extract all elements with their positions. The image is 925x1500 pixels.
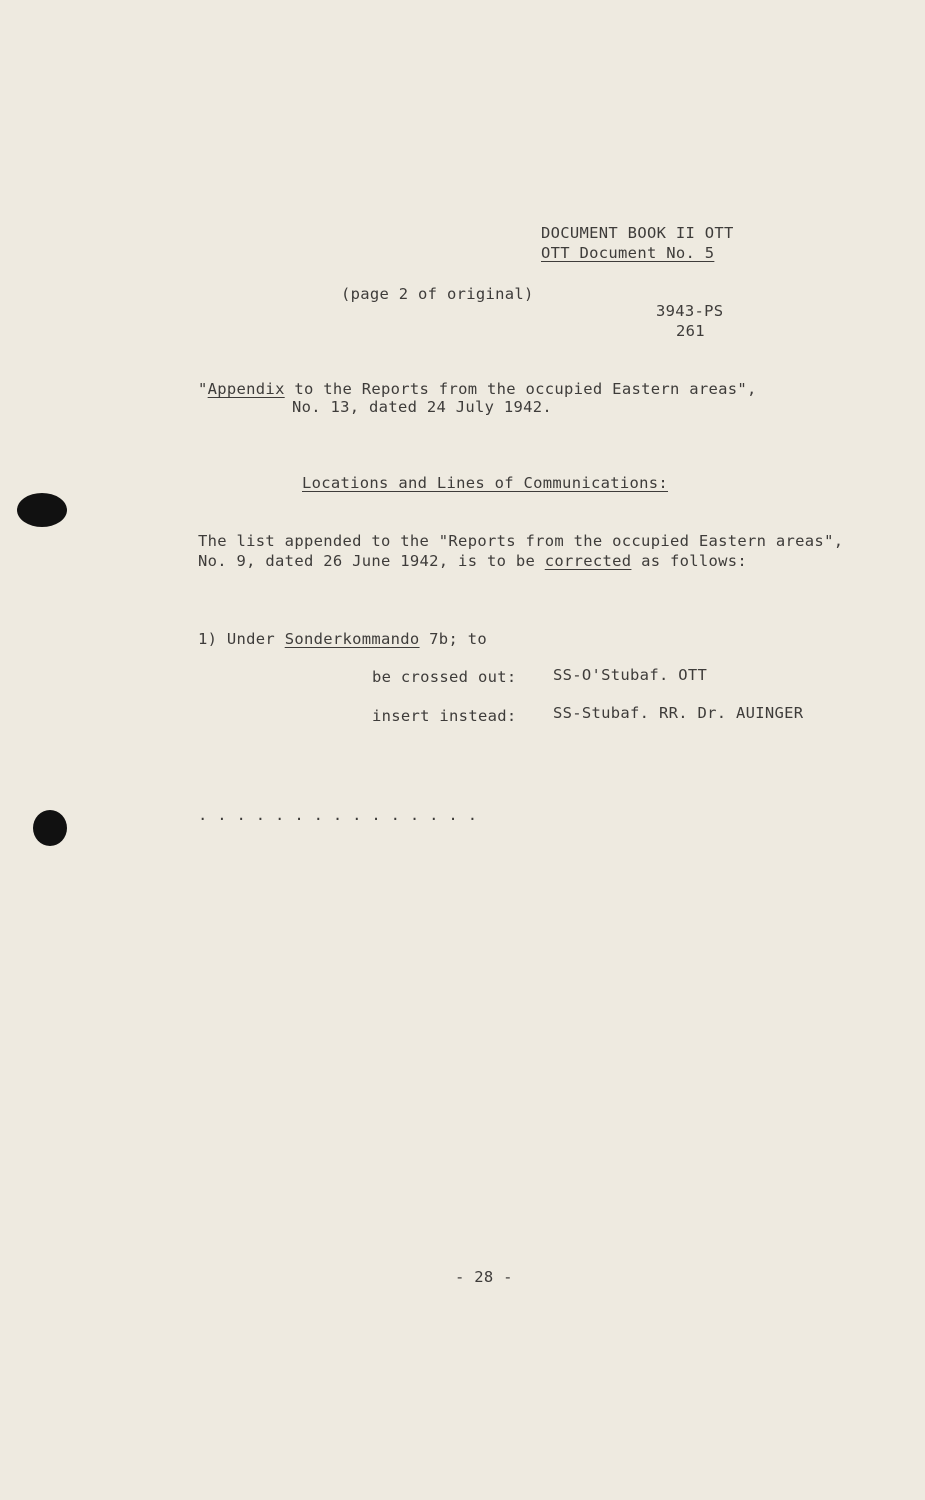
sonderkommando-word: Sonderkommando xyxy=(284,630,420,648)
correction-value-1: SS-O'Stubaf. OTT xyxy=(553,666,708,684)
reference-code: 3943-PS xyxy=(656,302,724,320)
body-line2: No. 9, dated 26 June 1942, is to be corrected as follows: xyxy=(198,552,748,570)
section-heading: Locations and Lines of Communications: xyxy=(302,474,669,492)
document-book-label: DOCUMENT BOOK II OTT xyxy=(541,224,734,242)
body-line1: The list appended to the "Reports from the occupied Eastern areas", xyxy=(198,532,844,550)
original-page-note: (page 2 of original) xyxy=(341,285,534,303)
item-1: 1) Under Sonderkommando 7b; to xyxy=(198,630,487,648)
ellipsis-dots: . . . . . . . . . . . . . . . xyxy=(198,806,478,824)
document-title-line1: "Appendix to the Reports from the occupied Eastern areas", xyxy=(198,380,757,398)
correction-value-2: SS-Stubaf. RR. Dr. AUINGER xyxy=(553,704,804,722)
correction-label-2: insert instead: xyxy=(372,707,517,725)
punch-hole-top xyxy=(17,493,67,527)
document-number: OTT Document No. 5 xyxy=(541,244,715,262)
reference-number: 261 xyxy=(676,322,705,340)
appendix-word: Appendix xyxy=(207,380,285,398)
page-number: - 28 - xyxy=(455,1268,513,1286)
document-title-line2: No. 13, dated 24 July 1942. xyxy=(292,398,553,416)
correction-label-1: be crossed out: xyxy=(372,668,517,686)
corrected-word: corrected xyxy=(544,552,632,570)
punch-hole-bottom xyxy=(33,810,67,846)
